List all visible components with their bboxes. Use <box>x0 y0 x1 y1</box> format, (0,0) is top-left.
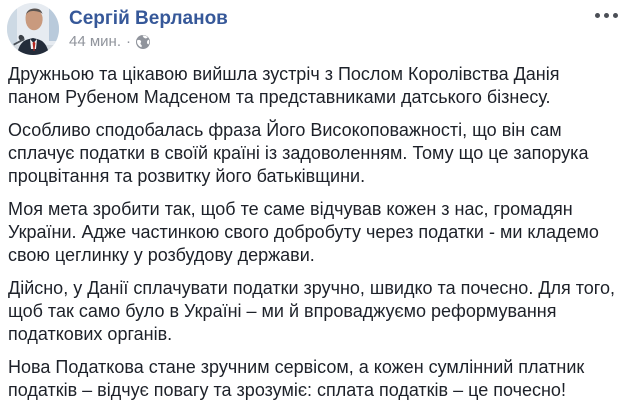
timestamp[interactable]: 44 мин. <box>69 33 121 50</box>
ellipsis-dot <box>604 13 609 18</box>
ellipsis-dot <box>613 13 618 18</box>
profile-avatar[interactable] <box>7 3 59 55</box>
avatar-photo-icon <box>7 3 59 55</box>
post-paragraph: Особливо сподобалась фраза Його Високоповажності, що він сам сплачує податки в своїй країні із задоволенням. Тому що це запорука процвітання та розвитку його батьківщини. <box>8 120 589 186</box>
meta-separator: · <box>126 33 131 50</box>
globe-icon <box>136 35 150 49</box>
author-name-link[interactable]: Сергій Верланов <box>69 8 228 29</box>
header-info <box>69 3 228 51</box>
post-paragraph: Дружньою та цікавою вийшла зустріч з Послом Королівства Данія паном Рубеном Мадсеном та представниками датського бізнесу. <box>8 64 560 107</box>
post-paragraph: Моя мета зробити так, щоб те саме відчував кожен з нас, громадян України. Адже частинкою свого добробуту через податки - ми кладемо свою цеглинку у розбудову держави. <box>8 199 599 265</box>
post-paragraph: Дійсно, у Данії сплачувати податки зручно, швидко та почесно. Для того, щоб так само було в Україні – ми й впроваджуємо реформування податкових органів. <box>8 278 615 344</box>
post-options-button[interactable] <box>593 9 620 22</box>
ellipsis-dot <box>595 13 600 18</box>
post-paragraph: Нова Податкова стане зручним сервісом, а кожен сумлінний платник податків – відчує повагу та зрозуміє: сплата податків – це почесно! <box>8 357 585 400</box>
post-meta <box>69 33 228 51</box>
post-header <box>0 0 635 55</box>
post-text <box>0 55 635 402</box>
